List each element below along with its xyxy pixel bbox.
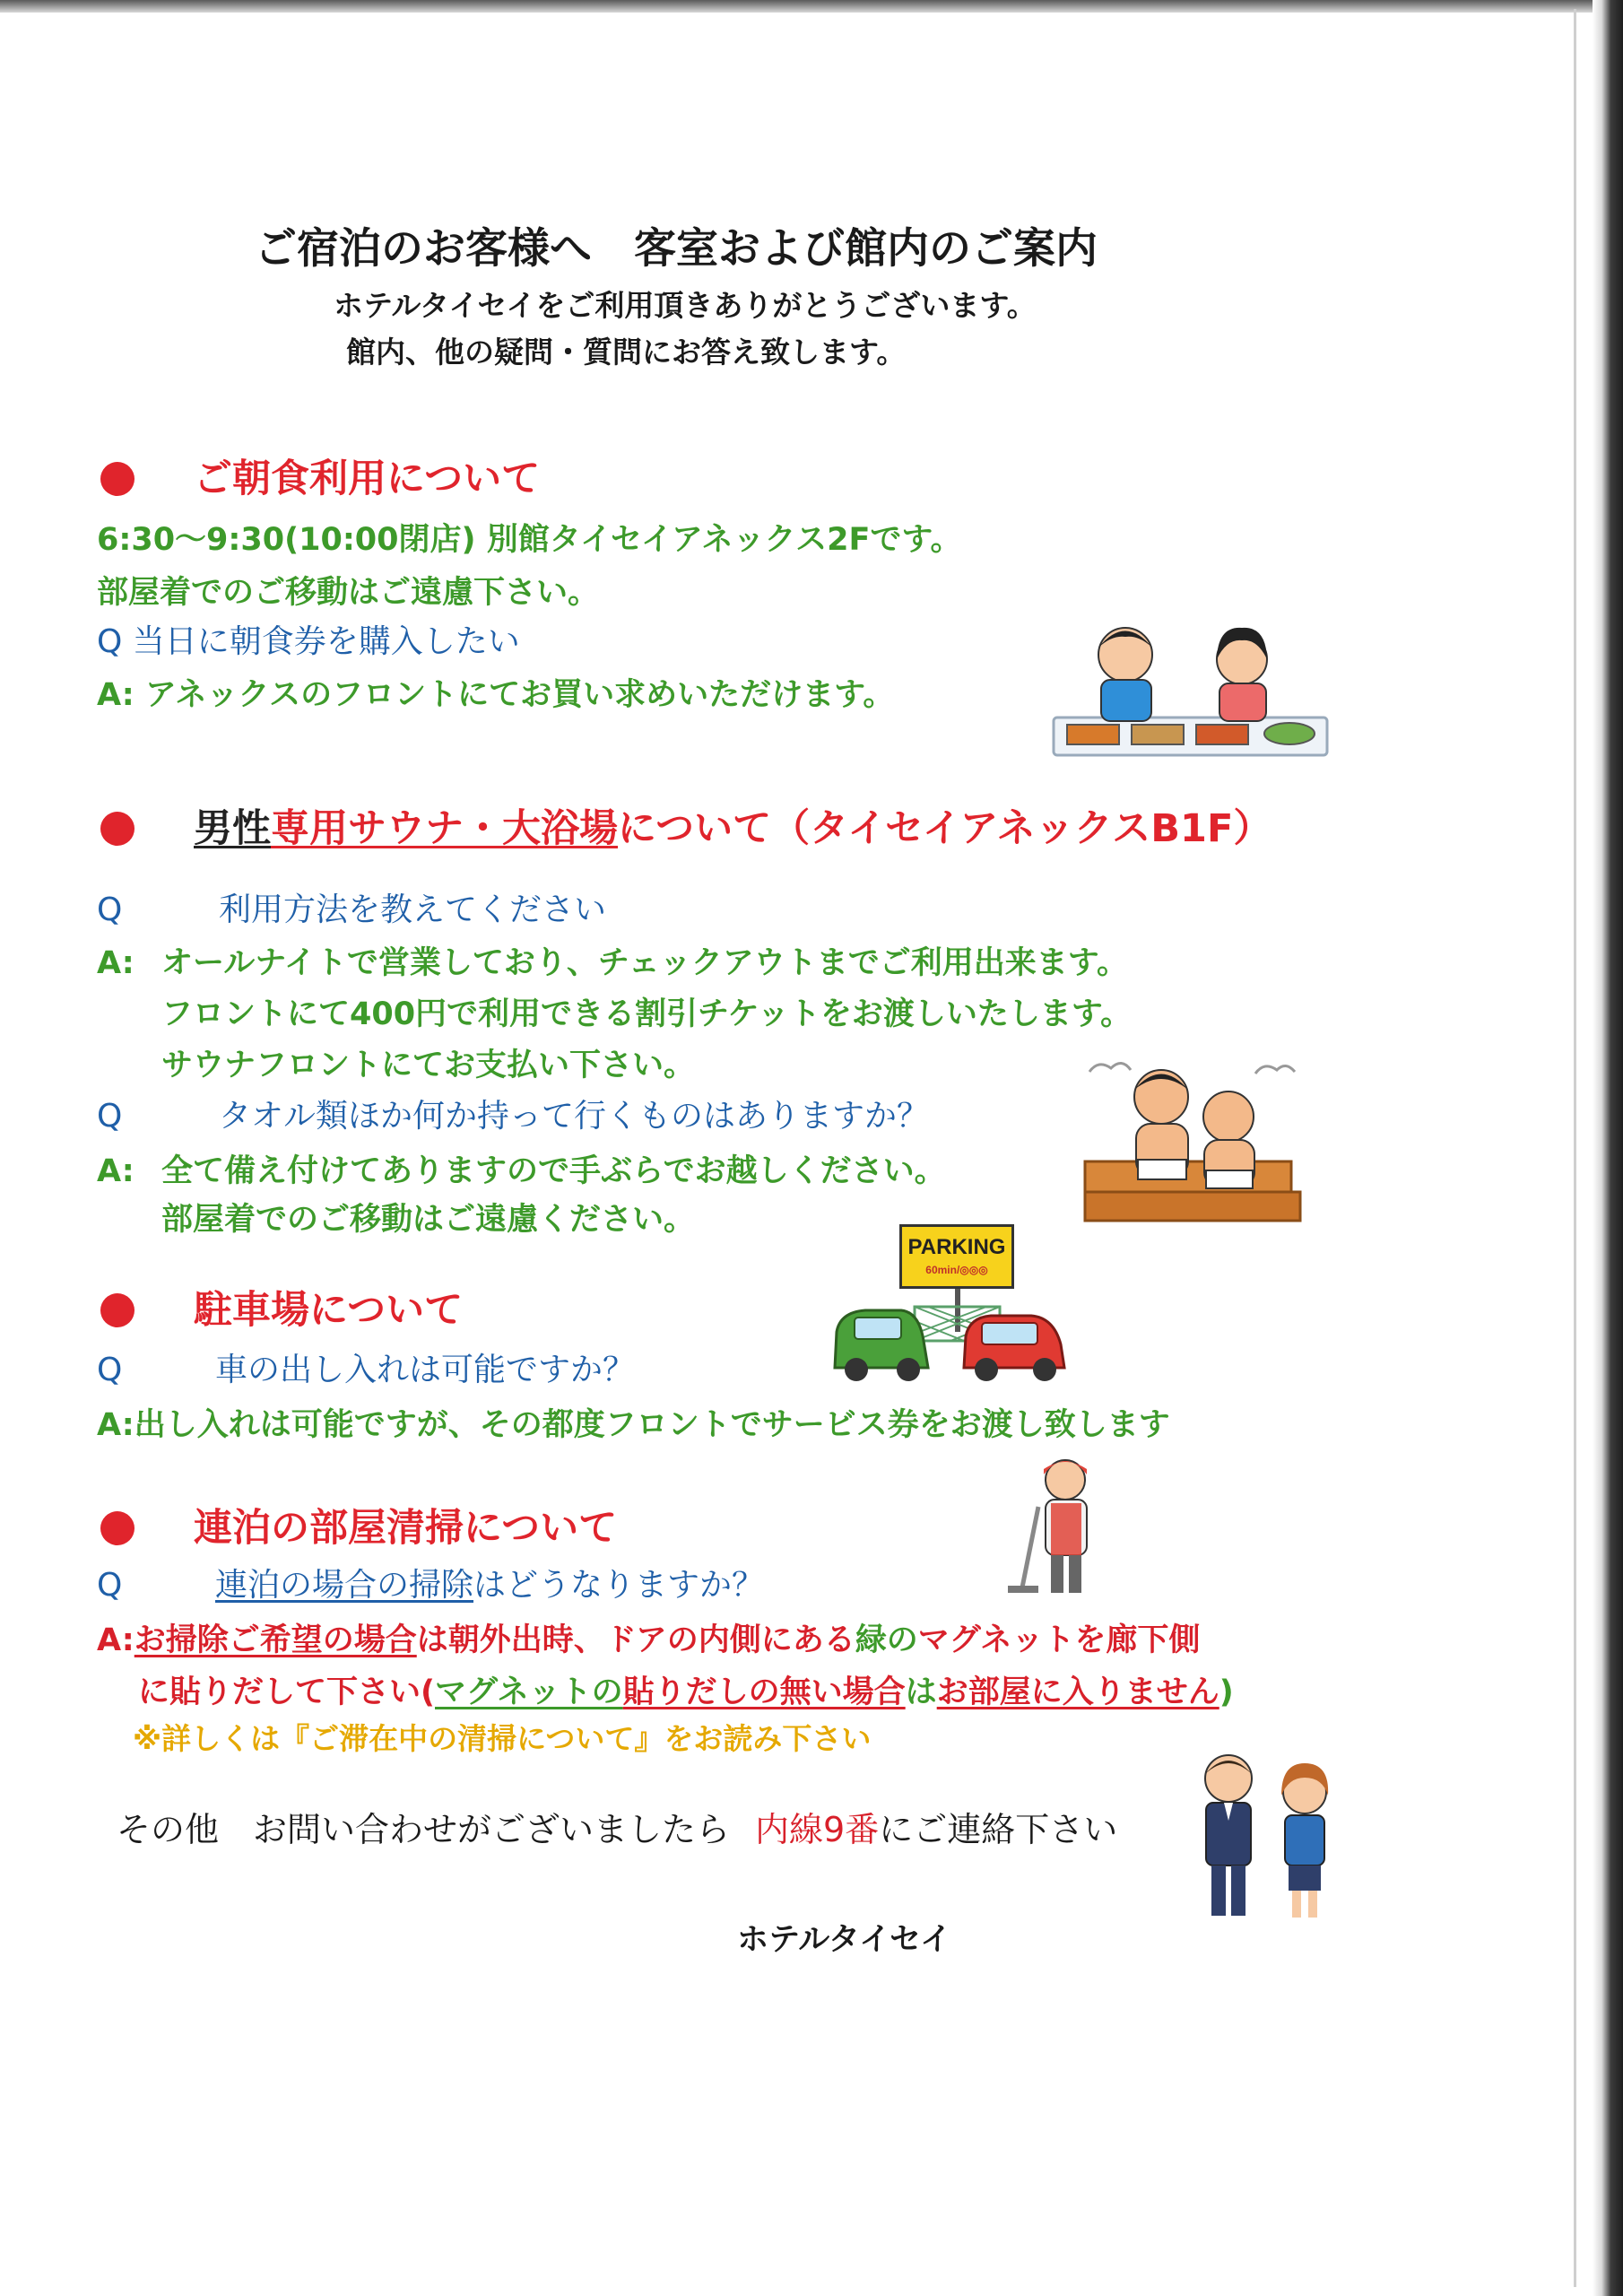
breakfast-question: Q 当日に朝食券を購入したい [97,623,520,660]
cleaning-a-magnet2: マグネットの [435,1674,623,1710]
sauna-a2-mark: A: [97,1153,135,1189]
hotel-signature: ホテルタイセイ [737,1922,952,1958]
sauna-answer2-line2: 部屋着でのご移動はご遠慮ください。 [161,1202,696,1238]
sauna-answer-line2: フロントにて400円で利用できる割引チケットをお渡しいたします。 [161,996,1133,1032]
breakfast-hours: 6:30～9:30(10:00閉店) 別館タイセイアネックス2Fです。 [97,522,962,558]
cleaning-answer-line1 [97,1622,1201,1658]
sauna-a1-mark: A: [97,945,135,981]
cleaning-a-noentry: お部屋に入りません [936,1674,1219,1710]
heading-breakfast: ご朝食利用について [194,457,541,501]
cleaning-note: ※詳しくは『ご滞在中の清掃について』をお読み下さい [133,1721,872,1756]
parking-answer: A:出し入れは可能ですが、その都度フロントでサービス券をお渡し致します [97,1407,1170,1443]
breakfast-illustration [1049,610,1336,771]
cleaning-a-door: は朝外出時、ドアの内側にある [416,1622,855,1658]
parking-sign [899,1224,1014,1289]
heading-parking: 駐車場について [194,1288,464,1333]
cleaning-a-ha: は [905,1674,937,1710]
cleaning-question [215,1567,765,1604]
sauna-answer-line3: サウナフロントにてお支払い下さい。 [161,1048,696,1083]
cleaning-a-request: お掃除ご希望の場合 [134,1622,417,1658]
breakfast-answer: A: アネックスのフロントにてお買い求めいただけます。 [97,677,895,713]
cleaning-a-close: ) [1219,1674,1234,1710]
bullet-breakfast [100,462,135,496]
heading-cleaning: 連泊の部屋清掃について [194,1506,618,1551]
parking-question: 車の出し入れは可能ですか？ [215,1352,636,1388]
bullet-cleaning [100,1511,135,1545]
bullet-parking [100,1293,135,1327]
parking-sign-label: PARKING [907,1235,1006,1259]
cleaning-a-wo: を [1074,1622,1107,1658]
heading-sauna-men: 男性 [194,806,271,851]
contact-line [117,1810,1118,1849]
breakfast-note: 部屋着でのご移動はご遠慮下さい。 [97,575,600,611]
parking-q-mark: Q [97,1352,123,1388]
heading-sauna-location: について（タイセイアネックスB1F） [618,806,1272,851]
sauna-question-usage: 利用方法を教えてください [219,891,607,928]
sauna-answer2-line1: 全て備え付けてありますので手ぶらでお越しください。 [161,1153,946,1189]
sauna-illustration [1081,1054,1305,1233]
page-title: ご宿泊のお客様へ 客室および館内のご案内 [255,224,1098,274]
subtitle-questions: 館内、他の疑問・質問にお答え致します。 [346,335,907,370]
heading-sauna [194,806,1272,851]
parking-sign-rate: 60min/◎◎◎ [925,1264,988,1276]
cleaning-a-nopost: 貼りだしの無い場合 [622,1674,906,1710]
contact-suffix: にご連絡下さい [879,1810,1118,1849]
cleaning-a-green: 緑の [855,1622,918,1658]
bullet-sauna [100,812,135,846]
parking-cars-illustration [829,1287,1072,1386]
contact-extension: 内線9番 [755,1810,880,1849]
sauna-answer-line1: オールナイトで営業しており、チェックアウトまでご利用出来ます。 [161,945,1129,981]
heading-sauna-facility: 専用サウナ・大浴場 [271,806,618,851]
cleaning-question-subject: 連泊の場合の掃除 [215,1567,474,1604]
cleaning-a-hallway: 廊下側 [1106,1622,1201,1658]
cleaning-a-mark: A: [97,1622,135,1658]
scan-edge-right [1593,0,1623,2296]
sauna-question-items: タオル類ほか何か持って行くものはありますか？ [219,1098,930,1135]
cleaning-staff-illustration [1002,1453,1119,1605]
cleaning-question-rest: はどうなりますか？ [473,1567,765,1604]
subtitle-thanks: ホテルタイセイをご利用頂きありがとうございます。 [334,288,1037,323]
scan-edge-line [1574,9,1576,2287]
cleaning-q-mark: Q [97,1567,123,1604]
cleaning-a-post: に貼りだして下さい( [138,1674,435,1710]
front-staff-illustration [1188,1747,1350,1926]
sauna-q1-mark: Q [97,891,123,928]
scan-edge-top [0,0,1623,13]
sauna-q2-mark: Q [97,1098,123,1135]
cleaning-answer-line2 [138,1674,1234,1710]
contact-prefix: その他 お問い合わせがございましたら [117,1810,731,1849]
cleaning-a-magnet: マグネット [917,1622,1075,1658]
